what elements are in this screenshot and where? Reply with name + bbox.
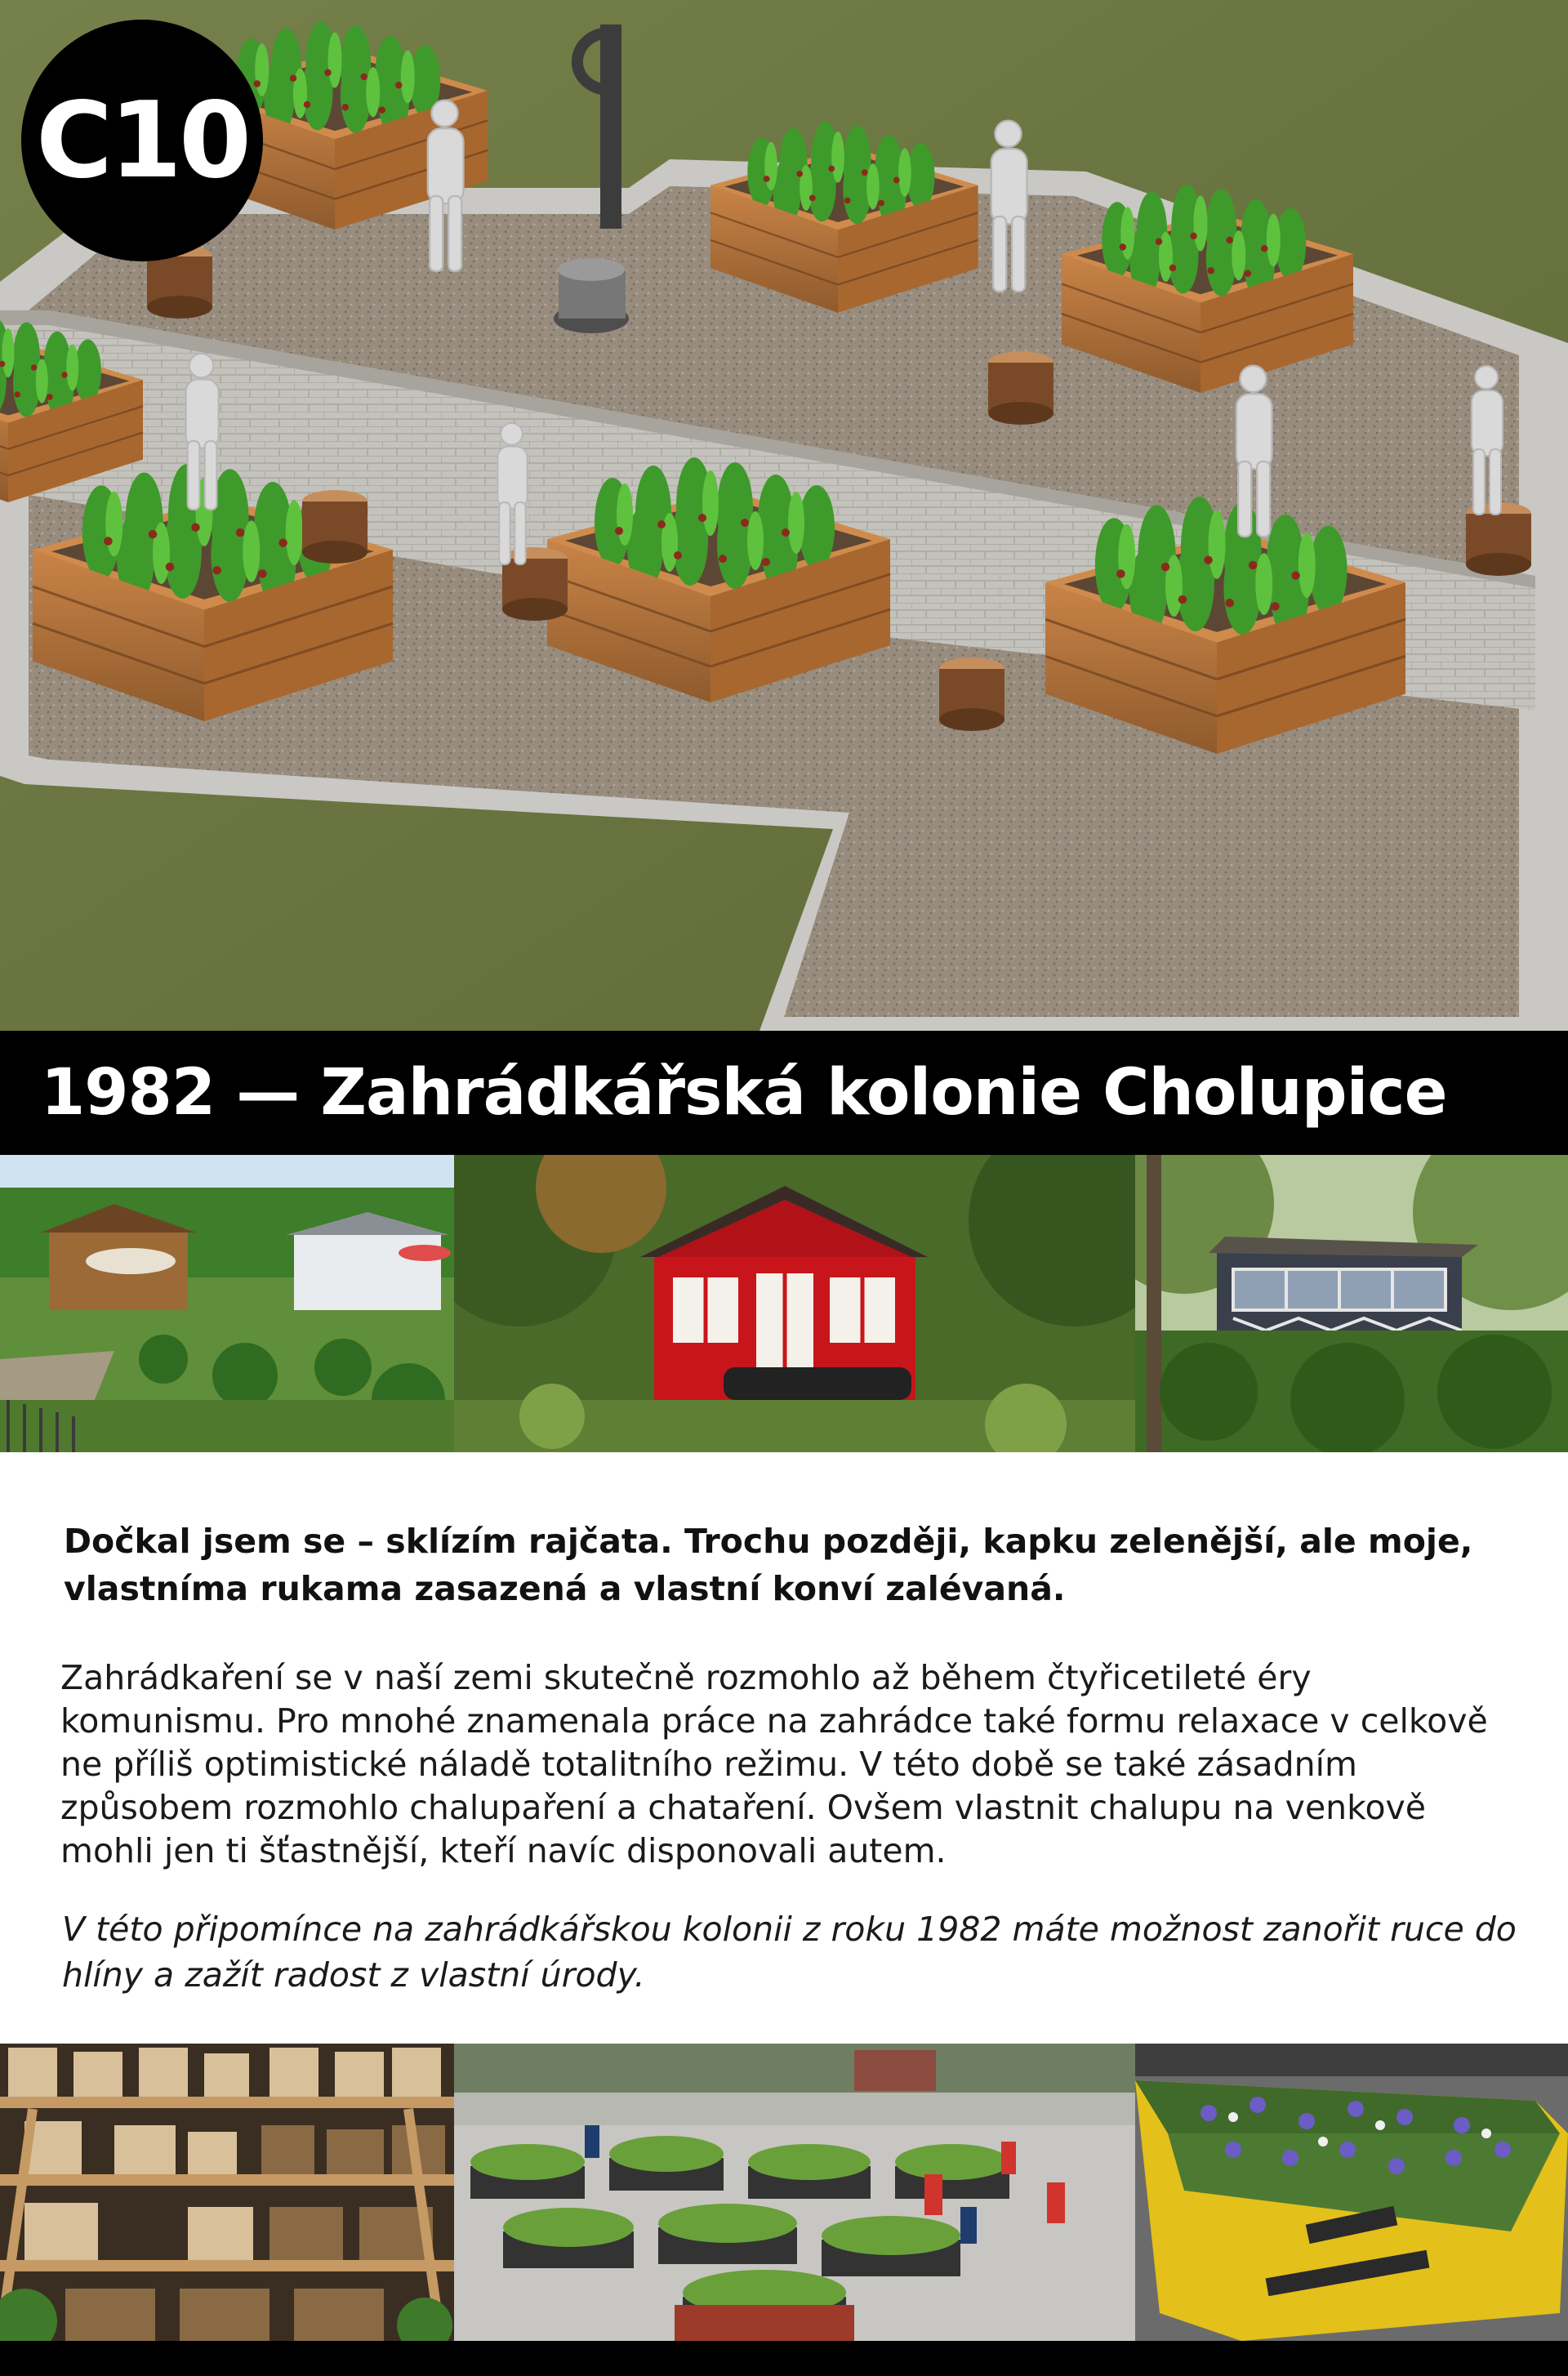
footer-band [0,2341,1568,2376]
station-badge [21,20,263,261]
photo-strip-top [0,1155,1568,1452]
photo-strip-bottom [0,2044,1568,2341]
title-band [0,1031,1568,1155]
photo-garden-cottages [0,1155,454,1452]
photo-red-shed [454,1155,1135,1452]
page-title: 1982 — Zahrádkářská kolonie Cholupice [41,1056,1447,1130]
photo-forest-cabin [1135,1155,1568,1452]
station-code: C10 [35,79,249,202]
photo-community-garden [454,2044,1135,2341]
body-paragraph: Zahrádkaření se v naší zemi skutečně rozmohlo až během čtyřicetileté éry komunismu. Pro mnohé znamenala práce na zahrádce také formu relaxace v celkově ne příliš optimistické náladě totalitního režimu. V této době se také zásadním způsobem rozmohlo chalupaření a chataření. Ovšem vlastnit chalupu na venkově mohli jen ti šťastnější, kteří navíc disponovali autem. [60,1658,1488,1870]
italic-paragraph: V této připomínce na zahrádkářskou kolonii z roku 1982 máte možnost zanořit ruce do hlíny a zažít radost z vlastní úrody. [62,1910,1517,1995]
photo-flower-pots-shelf [0,2044,454,2341]
lead-quote: Dočkal jsem se – sklízím rajčata. Trochu později, kapku zelenější, ale moje, vlastníma rukama zasazená a vlastní konví zalévaná. [64,1522,1473,1608]
photo-yellow-skip-planter [1135,2044,1568,2341]
